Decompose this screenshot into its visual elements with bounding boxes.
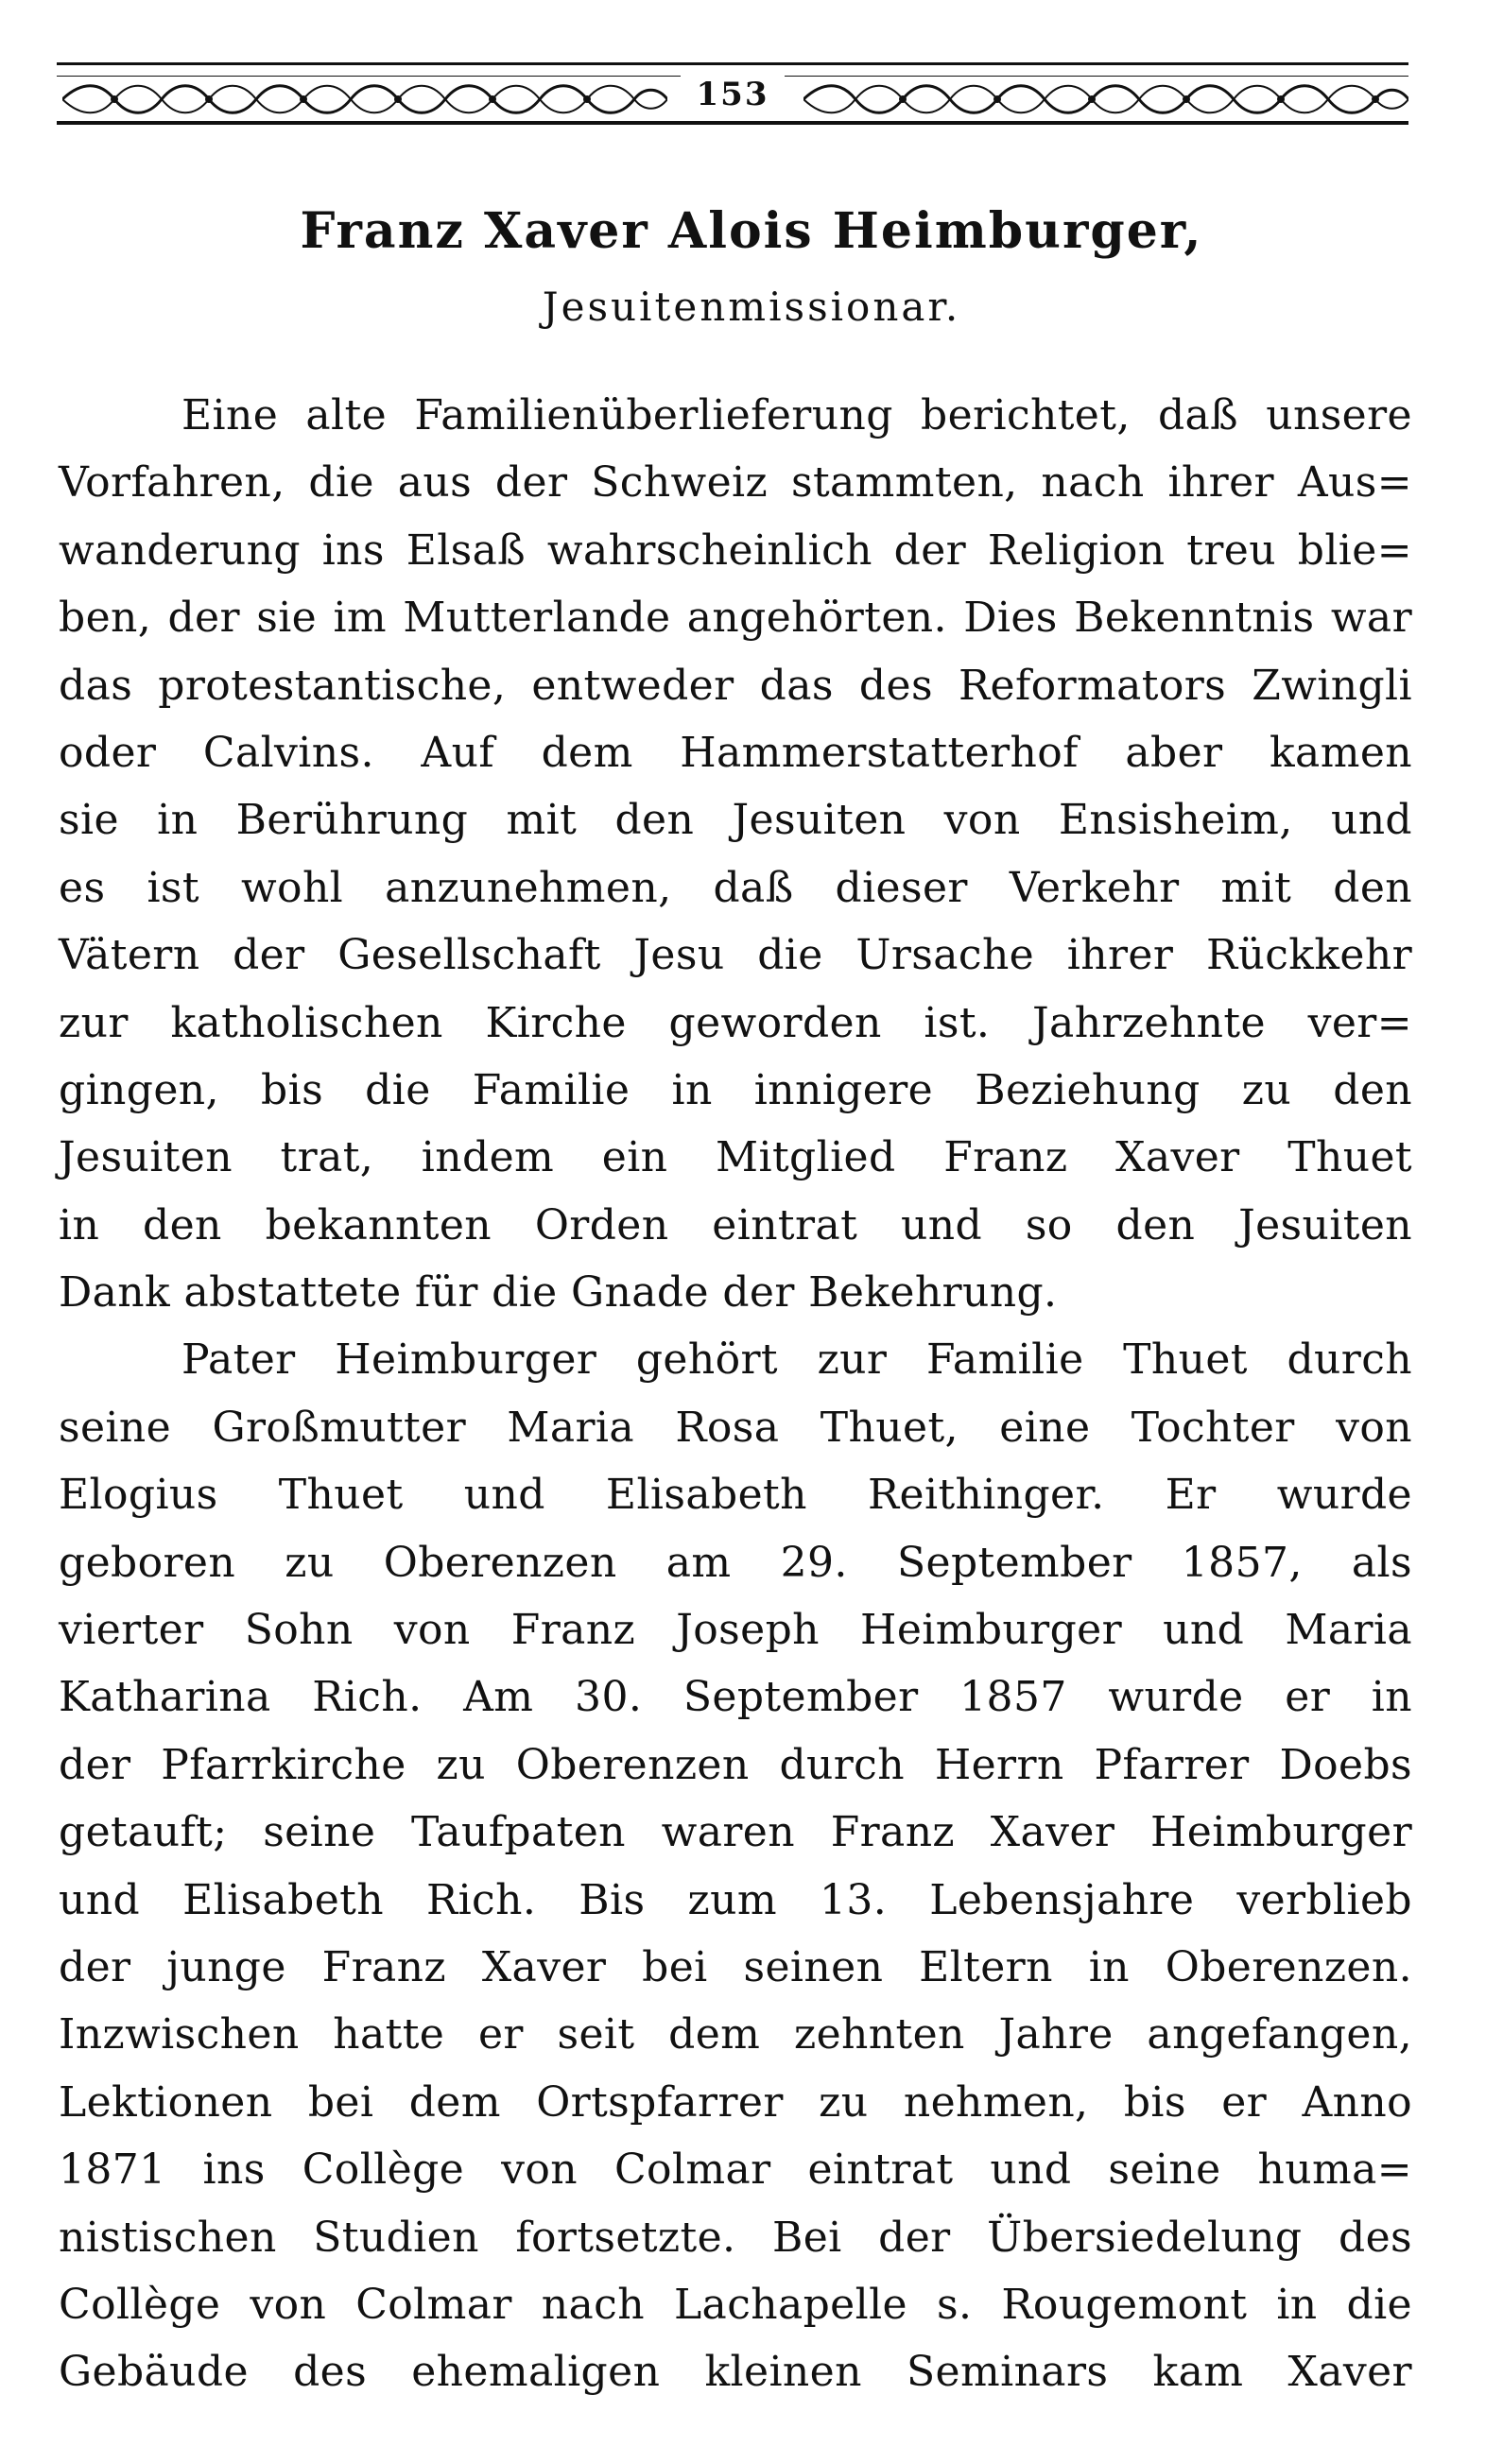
text-line: Pater Heimburger gehört zur Familie Thuet durch <box>181 1335 1412 1385</box>
text-line: Katharina Rich. Am 30. September 1857 wurde er in <box>59 1673 1412 1722</box>
text-line: seine Großmutter Maria Rosa Thuet, eine Tochter von <box>59 1403 1412 1452</box>
article-subtitle: Jesuitenmissionar. <box>542 284 961 330</box>
text-line: Lektionen bei dem Ortspfarrer zu nehmen, bis er Anno <box>59 2077 1412 2127</box>
article-title: Franz Xaver Alois Heimburger, <box>300 202 1203 260</box>
text-line: gingen, bis die Familie in innigere Beziehung zu den <box>59 1065 1412 1114</box>
text-line: vierter Sohn von Franz Joseph Heimburger und Maria <box>59 1606 1412 1655</box>
text-line: Inzwischen hatte er seit dem zehnten Jahre angefangen, <box>59 2010 1412 2059</box>
text-line: sie in Berührung mit den Jesuiten von Ensisheim, und <box>59 796 1412 845</box>
header-rule-top <box>57 62 1408 65</box>
body-text <box>59 382 1412 2406</box>
text-line: und Elisabeth Rich. Bis zum 13. Lebensjahre verblieb <box>59 1875 1412 1924</box>
text-line: Jesuiten trat, indem ein Mitglied Franz Xaver Thuet <box>59 1133 1412 1182</box>
text-line: zur katholischen Kirche geworden ist. Jahrzehnte ver= <box>59 998 1412 1047</box>
text-line: es ist wohl anzunehmen, daß dieser Verkehr mit den <box>59 863 1412 912</box>
ornament-right-icon <box>803 79 1408 119</box>
text-line: der Pfarrkirche zu Oberenzen durch Herrn Pfarrer Doebs <box>59 1740 1412 1789</box>
text-line: Gebäude des ehemaligen kleinen Seminars kam Xaver <box>59 2348 1412 2397</box>
text-line: Collège von Colmar nach Lachapelle s. Rougemont in die <box>59 2280 1412 2329</box>
text-line: Dank abstattete für die Gnade der Bekehrung. <box>59 1268 1058 1318</box>
text-line: wanderung ins Elsaß wahrscheinlich der Religion treu blie= <box>59 526 1412 575</box>
text-line: das protestantische, entweder das des Reformators Zwingli <box>59 661 1412 710</box>
text-line: Vorfahren, die aus der Schweiz stammten, nach ihrer Aus= <box>59 458 1412 508</box>
header-rule-bottom <box>57 121 1408 125</box>
text-line: Vätern der Gesellschaft Jesu die Ursache ihrer Rückkehr <box>59 931 1412 980</box>
text-line: der junge Franz Xaver bei seinen Eltern in Oberenzen. <box>59 1942 1412 1991</box>
ornament-left-icon <box>62 79 667 119</box>
text-line: getauft; seine Taufpaten waren Franz Xaver Heimburger <box>59 1808 1412 1857</box>
page-number: 153 <box>681 68 785 121</box>
text-line: ben, der sie im Mutterlande angehörten. Dies Bekenntnis war <box>59 594 1412 643</box>
page-header <box>57 57 1408 128</box>
text-line: geboren zu Oberenzen am 29. September 1857, als <box>59 1538 1412 1587</box>
text-line: 1871 ins Collège von Colmar eintrat und seine huma= <box>59 2145 1412 2195</box>
text-line: Elogius Thuet und Elisabeth Reithinger. Er wurde <box>59 1471 1412 1520</box>
text-line: oder Calvins. Auf dem Hammerstatterhof aber kamen <box>59 728 1412 777</box>
text-line: Eine alte Familienüberlieferung berichtet, daß unsere <box>181 391 1412 439</box>
text-line: in den bekannten Orden eintrat und so den Jesuiten <box>59 1200 1412 1249</box>
text-line: nistischen Studien fortsetzte. Bei der Übersiedelung des <box>59 2213 1412 2262</box>
